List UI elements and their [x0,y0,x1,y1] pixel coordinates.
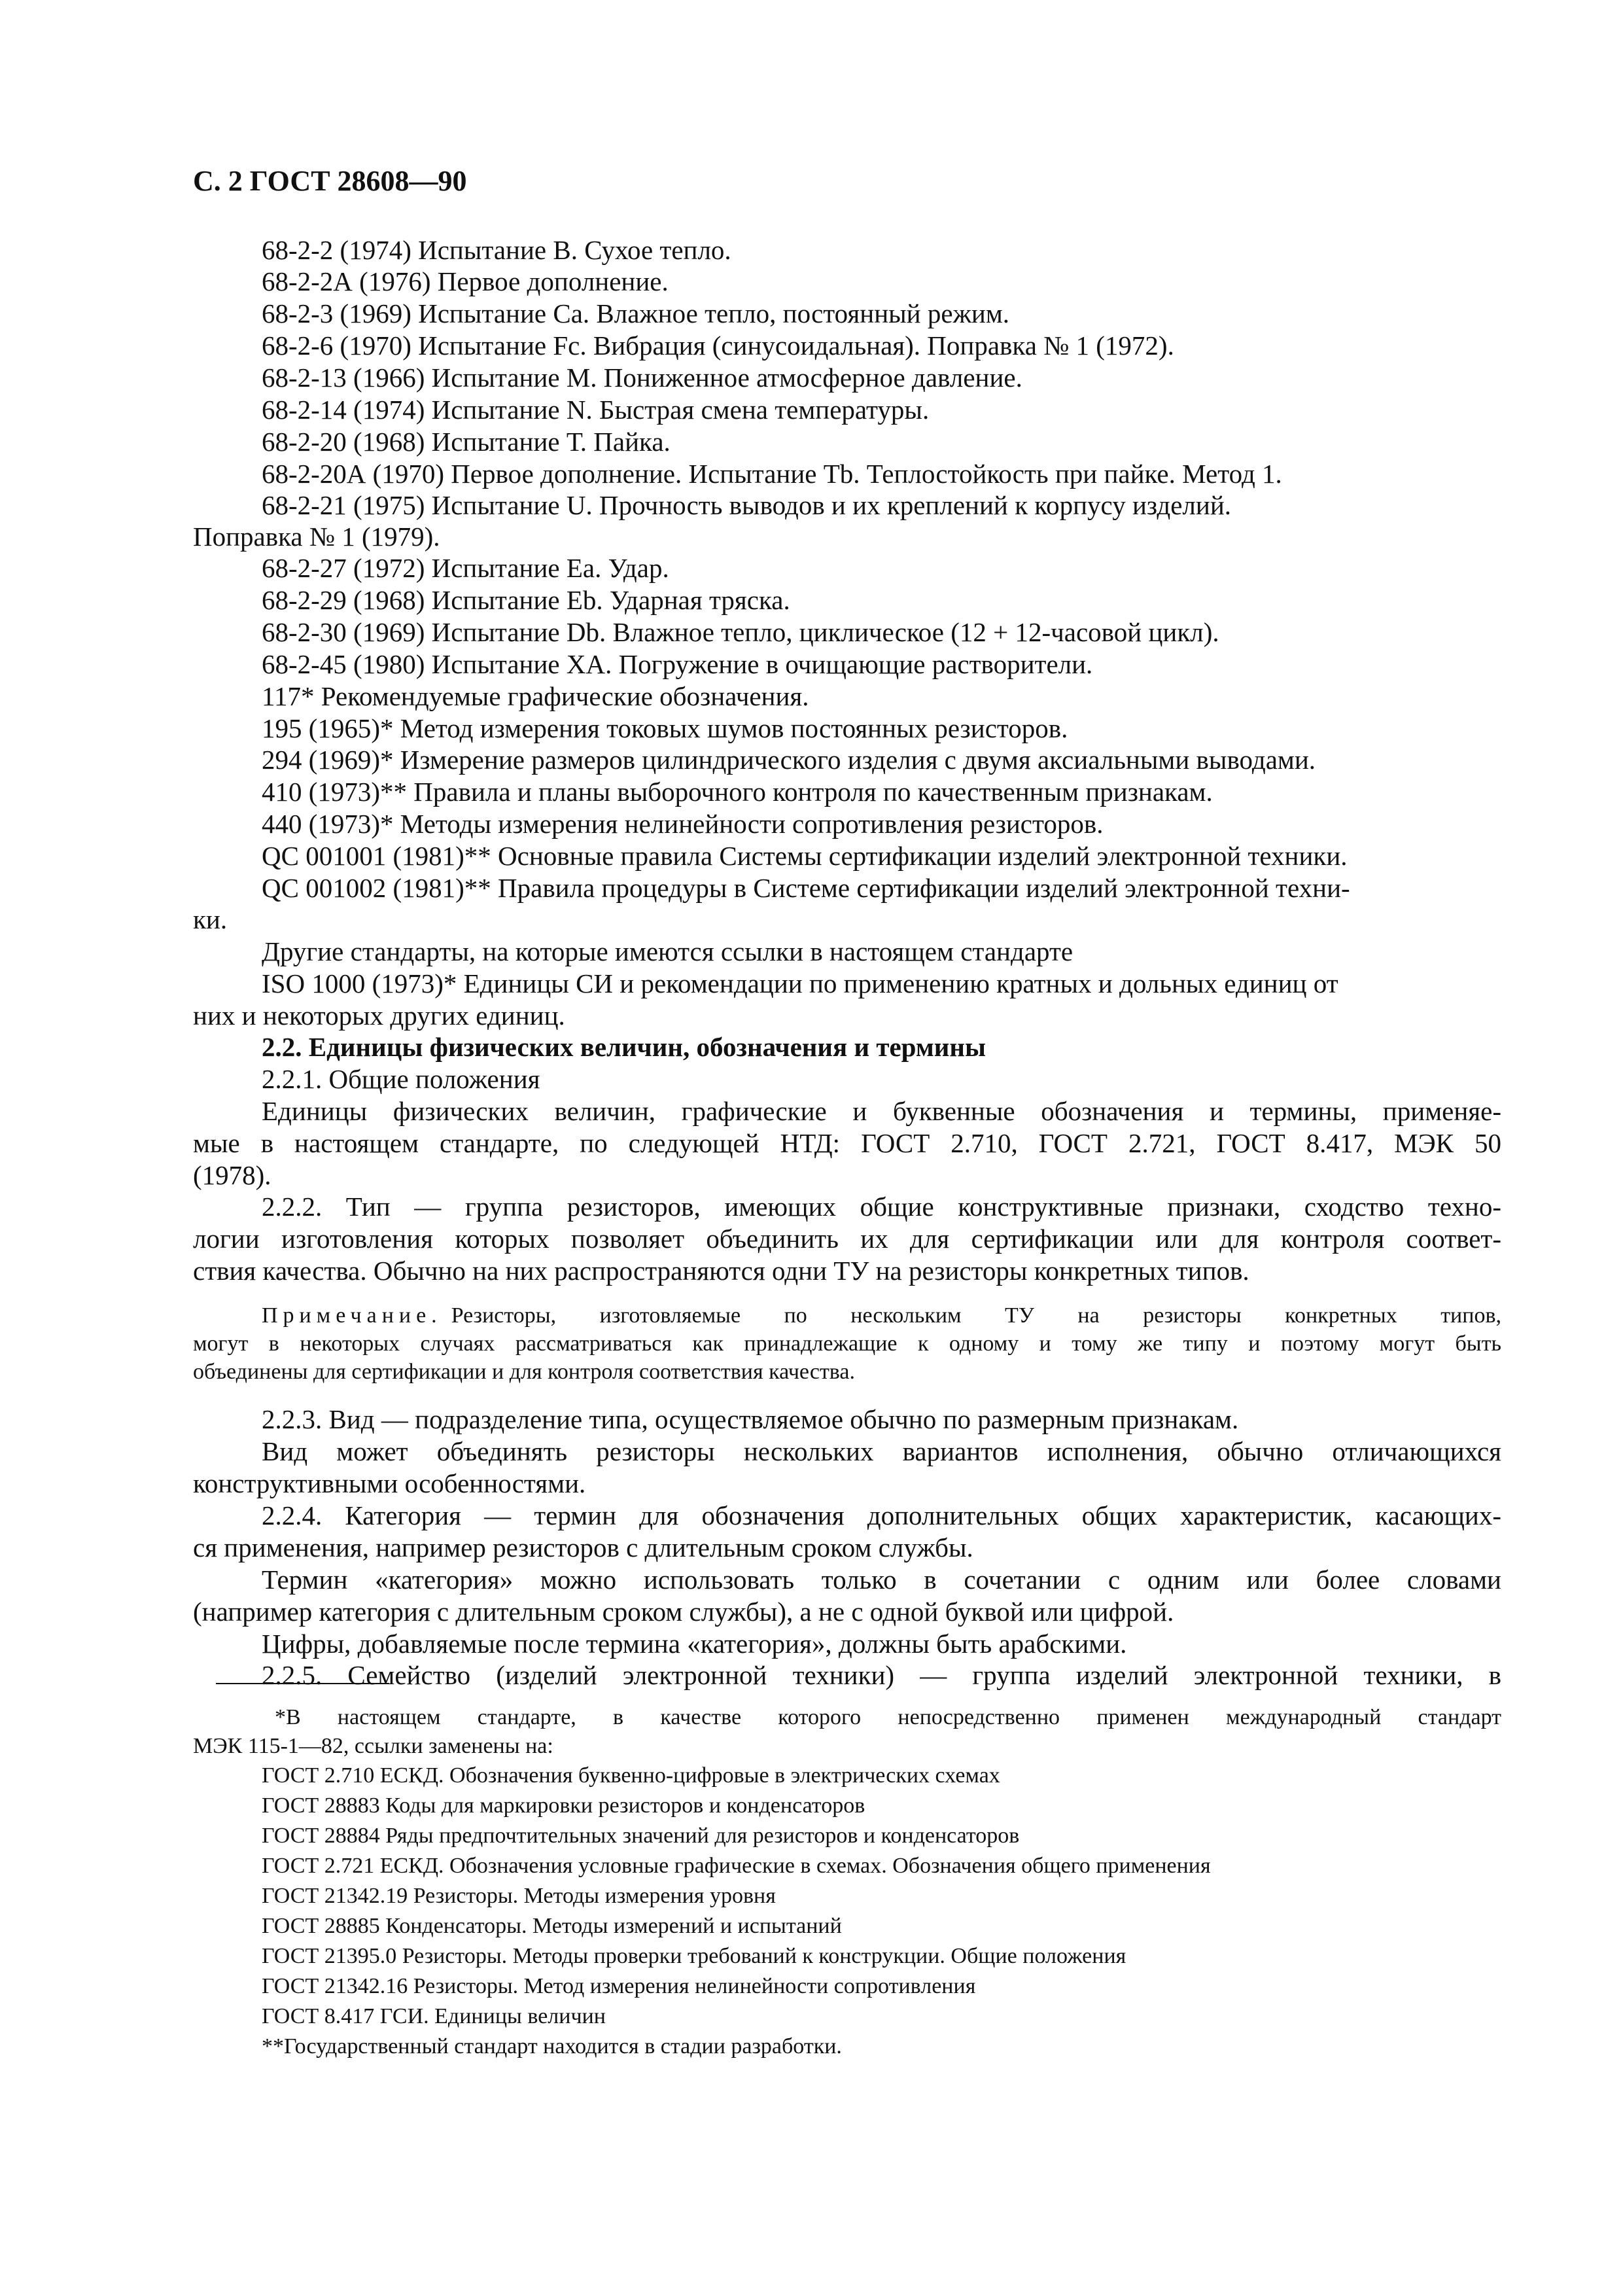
paragraph-line: ствия качества. Обычно на них распространяются одни ТУ на резисторы конкретных типов. [193,1256,1249,1286]
footnote-line: **Государственный стандарт находится в стадии разработки. [262,2034,842,2058]
ref-line: 410 (1973)** Правила и планы выборочного контроля по качественным признакам. [262,777,1213,807]
subsection-heading: 2.2.1. Общие положения [262,1064,540,1094]
paragraph-line: мые в настоящем стандарте, по следующей НТД: ГОСТ 2.710, ГОСТ 2.721, ГОСТ 8.417, МЭК 50 [193,1128,1501,1158]
paragraph-line: Вид может объединять резисторы нескольких вариантов исполнения, обычно отличающихся [262,1436,1501,1466]
ref-line: 294 (1969)* Измерение размеров цилиндрического изделия с двумя аксиальными выводами. [262,745,1316,775]
paragraph-line: Термин «категория» можно использовать только в сочетании с одним или более словами [262,1564,1501,1595]
section-heading: 2.2. Единицы физических величин, обозначения и термины [262,1032,986,1062]
footnote-gost-item: ГОСТ 28885 Конденсаторы. Методы измерений и испытаний [262,1914,842,1938]
other-standards-line: ISO 1000 (1973)* Единицы СИ и рекомендации по применению кратных и дольных единиц от [262,968,1338,998]
paragraph-line: 2.2.2. Тип — группа резисторов, имеющих общие конструктивные признаки, сходство техно- [262,1192,1501,1222]
note-text: Резисторы, изготовляемые по нескольким ТУ на резисторы конкретных типов, [451,1303,1501,1328]
footnote-gost-item: ГОСТ 21395.0 Резисторы. Методы проверки требований к конструкции. Общие положения [262,1944,1126,1968]
paragraph-line: (например категория с длительным сроком службы), а не с одной буквой или цифрой. [193,1597,1174,1627]
footnote-gost-item: ГОСТ 2.710 ЕСКД. Обозначения буквенно-цифровые в электрических схемах [262,1763,1000,1788]
ref-line: 68-2-20 (1968) Испытание Т. Пайка. [262,427,671,457]
ref-line: ки. [193,904,228,934]
ref-line: 68-2-21 (1975) Испытание U. Прочность выводов и их креплений к корпусу изделий. [262,490,1232,520]
paragraph-line: логии изготовления которых позволяет объединить их для сертификации или для контроля соответ- [193,1224,1501,1254]
note-first-line [262,1305,1501,1327]
footnote-gost-item: ГОСТ 28884 Ряды предпочтительных значений для резисторов и конденсаторов [262,1824,1020,1848]
paragraph-line: Цифры, добавляемые после термина «категория», должны быть арабскими. [262,1629,1127,1659]
footnote-gost-item: ГОСТ 2.721 ЕСКД. Обозначения условные графические в схемах. Обозначения общего применения [262,1854,1211,1878]
ref-line: 68-2-6 (1970) Испытание Fc. Вибрация (синусоидальная). Поправка № 1 (1972). [262,330,1174,361]
paragraph-line: 2.2.4. Категория — термин для обозначения дополнительных общих характеристик, касающих- [262,1500,1501,1530]
paragraph-line: 2.2.3. Вид — подразделение типа, осуществляемое обычно по размерным признакам. [262,1404,1239,1434]
ref-line: 195 (1965)* Метод измерения токовых шумов постоянных резисторов. [262,713,1068,743]
paragraph-line: (1978). [193,1160,271,1190]
ref-line: 68-2-2А (1976) Первое дополнение. [262,266,669,296]
ref-line: 117* Рекомендуемые графические обозначения. [262,681,809,711]
note-label: Примечание. [262,1303,442,1328]
ref-line: 68-2-20А (1970) Первое дополнение. Испытание Tb. Теплостойкость при пайке. Метод 1. [262,459,1282,489]
paragraph-line: ся применения, например резисторов с длительным сроком службы. [193,1532,973,1563]
ref-line: 68-2-2 (1974) Испытание В. Сухое тепло. [262,235,731,265]
ref-line: 440 (1973)* Методы измерения нелинейности сопротивления резисторов. [262,809,1104,839]
page-header: С. 2 ГОСТ 28608—90 [193,165,467,197]
footnote-gost-item: ГОСТ 28883 Коды для маркировки резисторов и конденсаторов [262,1793,865,1818]
other-standards-line: них и некоторых других единиц. [193,1000,565,1031]
ref-line: Поправка № 1 (1979). [193,521,440,552]
note-line: объединены для сертификации и для контроля соответствия качества. [193,1360,855,1384]
footnote-divider [216,1683,389,1684]
paragraph-line: 2.2.5. Семейство (изделий электронной техники) — группа изделий электронной техники, в [262,1660,1501,1690]
footnote-line: *В настоящем стандарте, в качестве которого непосредственно применен международный стандарт [275,1705,1501,1729]
ref-line: 68-2-14 (1974) Испытание N. Быстрая смена температуры. [262,395,930,425]
ref-line: QC 001002 (1981)** Правила процедуры в Системе сертификации изделий электронной техни- [262,873,1350,903]
footnote-gost-item: ГОСТ 21342.19 Резисторы. Методы измерения уровня [262,1884,776,1908]
footnote-line: МЭК 115-1—82, ссылки заменены на: [193,1734,553,1758]
ref-line: 68-2-45 (1980) Испытание ХА. Погружение в очищающие растворители. [262,649,1093,679]
paragraph-line: конструктивными особенностями. [193,1468,586,1498]
footnote-gost-item: ГОСТ 21342.16 Резисторы. Метод измерения нелинейности сопротивления [262,1974,976,1998]
ref-line: 68-2-3 (1969) Испытание Са. Влажное тепло, постоянный режим. [262,298,1010,328]
ref-line: QC 001001 (1981)** Основные правила Системы сертификации изделий электронной техники. [262,841,1348,871]
note-line: могут в некоторых случаях рассматриваться как принадлежащие к одному и тому же типу и поэтому могут быть [193,1332,1501,1356]
ref-line: 68-2-13 (1966) Испытание М. Пониженное атмосферное давление. [262,362,1022,393]
ref-line: 68-2-27 (1972) Испытание Еа. Удар. [262,553,669,583]
paragraph-line: Единицы физических величин, графические и буквенные обозначения и термины, применяе- [262,1096,1501,1126]
ref-line: 68-2-29 (1968) Испытание Eb. Ударная тряска. [262,585,790,615]
other-standards-line: Другие стандарты, на которые имеются ссылки в настоящем стандарте [262,936,1073,966]
footnote-gost-item: ГОСТ 8.417 ГСИ. Единицы величин [262,2004,606,2028]
ref-line: 68-2-30 (1969) Испытание Db. Влажное тепло, циклическое (12 + 12-часовой цикл). [262,617,1219,647]
